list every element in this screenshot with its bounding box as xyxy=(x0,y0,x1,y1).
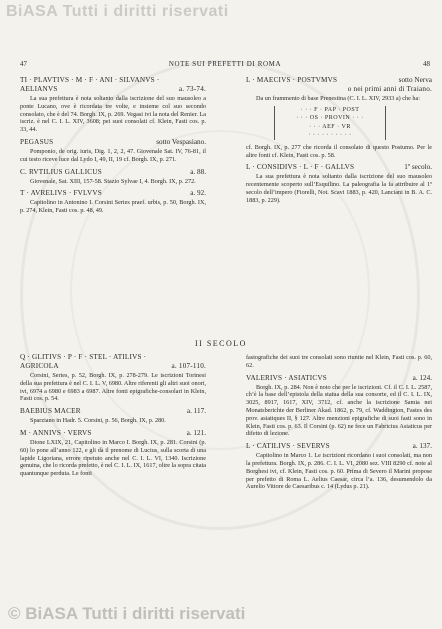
page-number-left: 47 xyxy=(20,60,27,68)
entry-name: PEGASUS xyxy=(20,137,54,146)
entry-name: L · CONSIDIVS · L · F · GALLVS xyxy=(246,163,355,172)
entry-text: La sua prefettura è nota soltanto dalla iscrizione del suo mausoleo a ponte Lucano, ove è ricordata tre volte, e insieme col suo secondo consolato, che è del 74. Borgh. IX, p. 269. Vegasi ivi la nota del Renier. La iscriz. è nel C. I. L. XIV, 3608; pei suoi consolati cf. Klein, Fasti cos. p. 33, 44. xyxy=(20,95,206,134)
entry-name: TI · PLAVTIVS · M · F · ANI · SILVANVS · xyxy=(20,76,160,84)
entry-date: a. 121. xyxy=(186,428,206,437)
entry-text: Sparziano in Hadr. 5. Corsini, p. 56, Borgh. IX, p. 280. xyxy=(30,417,166,425)
entry-rutilius xyxy=(20,168,206,186)
column-left-top xyxy=(20,76,206,219)
inscription-line: · · · F · PAP · POST xyxy=(300,106,360,113)
entry-date: sotto Vespasiano. xyxy=(156,137,206,146)
entry-considius xyxy=(246,163,432,204)
page-number-right: 48 xyxy=(423,60,430,68)
entry-text: fastografiche dei suoi tre consolati sono riunite nel Klein, Fasti cos. p. 60, 62. xyxy=(246,354,432,369)
entry-name-line2: AELIANVS xyxy=(20,85,58,93)
entry-text: Da un frammento di base Prenestina (C. I. L. XIV, 2933 a) che ha: xyxy=(256,95,420,102)
entry-date: a. 92. xyxy=(190,189,206,198)
entry-catilius xyxy=(246,442,432,491)
entry-date: a. 117. xyxy=(186,407,206,416)
entry-pegasus xyxy=(20,138,206,164)
entry-baebius xyxy=(20,407,206,425)
entry-date-sub: o nei primi anni di Traiano. xyxy=(347,85,432,93)
page-header xyxy=(20,60,430,72)
entry-text: Capitolino in Marco 1. Le iscrizioni ricordano i suoi consolati, ma non la prefettura. Borgh. IX, p. 286. C. I. L. VI, 2080 sez. VIII 8290 cf. note al Borghesi ivi, cf. Klein, Fasti cos. p. 60. Prima di Severo il Marini propose per prefetto di Roma L. Aelius Caesar, circa l’a. 136, desumendolo da Aurelio Vittore de Caesaribus c. 14 (Lydus p. 21). xyxy=(246,452,432,491)
entry-text: Borgh. IX, p. 284. Non è noto che per le iscrizioni. Cf. il C. I. L. 2587, ch’è la base dell’epistola della statua della sua consorte, ed il C. I. L. IX, 3025, 8917, 1617, XIV, 3712, cf. anche la iscrizione Samia nei Monatsberichte der Berliner Akad. 1862, p. 79, cf. Waddington, Fastes des prov. asiatiques II, § 127. Altre menzioni epigrafiche di suoi fasti sono in Klein, Fasti cos. p. 63. Il Corsini (p. 62) ne fece un Fabricius Asiaticus per difetto di lezione. xyxy=(246,383,432,438)
watermark-bottom: © BiASA Tutti i diritti riservati xyxy=(8,604,246,623)
entry-name: BAEBIUS MACER xyxy=(20,407,81,416)
running-title: NOTE SUI PREFETTI DI ROMA xyxy=(168,60,282,68)
entry-name: T · AVRELIVS · FVLVVS xyxy=(20,189,102,198)
entry-valerius xyxy=(246,374,432,439)
entry-date: a. 124. xyxy=(412,373,432,382)
watermark-top: BiASA Tutti i diritti riservati xyxy=(6,3,229,20)
entry-glitius xyxy=(20,353,206,403)
entry-name-line2: AGRICOLA xyxy=(20,362,59,370)
entry-text: Corsini, Series, p. 52, Borgh. IX, p. 278-279. Le iscrizioni Torinesi della sua prefettura è nel C. I. L. V, 6980. Altre riferenti gli altri suoi onori, ivi, 6974 a 6980 e 6983 a 6987. Altre fonti epigrafiche-consolari in Klein, Fasti cos. p. 54. xyxy=(20,372,206,403)
entry-date: a. 137. xyxy=(412,442,432,451)
entry-name: L · MAECIVS · POSTVMVS xyxy=(246,76,338,84)
inscription-line: · · · AEF · VR xyxy=(309,123,351,130)
entry-date: sotto Nerva xyxy=(398,76,432,84)
entry-aurelius xyxy=(20,189,206,215)
entry-name: Q · GLITIVS · P · F · STEL · ATILIVS · xyxy=(20,353,147,361)
entry-name: VALERIVS · ASIATICVS xyxy=(246,373,327,382)
column-right-bottom xyxy=(246,353,432,495)
inscription-line: · · · · · · · · · · xyxy=(308,132,352,139)
inscription-fragment xyxy=(274,106,386,140)
inscription-line: · · · OS · PROVIN · · · xyxy=(296,115,364,122)
section-title: II SECOLO xyxy=(195,339,247,348)
entry-date: a. 73-74. xyxy=(178,85,206,93)
column-left-bottom xyxy=(20,353,206,482)
entry-date: a. 107-110. xyxy=(171,362,206,370)
entry-plautius xyxy=(20,76,206,134)
entry-text-after: cf. Borgh. IX, p. 277 che ricorda il consolato di questo Postumo. Per le altre fonti cf. Klein, Fasti cos. p. 58. xyxy=(246,143,432,159)
entry-text: Capitolino in Antonino I. Corsini Series praef. urbis, p. 50, Borgh. IX, p. 274, Klein, Fasti cos. p. 48, 49. xyxy=(20,199,206,215)
entry-text: Giovenale, Sat. XIII, 157-58. Stazio Sylvae I, 4. Borgh. IX, p. 272. xyxy=(30,177,196,185)
column-right-top xyxy=(246,76,432,209)
entry-annius xyxy=(20,429,206,478)
entry-date: a. 88. xyxy=(190,167,206,176)
entry-name: L · CATILIVS · SEVERVS xyxy=(246,442,330,451)
entry-text: La sua prefettura è nota soltanto dalla iscrizione del suo mausoleo recentemente scoperto sull’Esquilino. La paleografia la fa attribuire al 1º secolo dell’impero (Fiorelli, Not. Scavi 1883, p. 420, Lanciani in B. A. C. 1883, p. 229). xyxy=(246,173,432,204)
entry-annius-continued xyxy=(246,354,432,370)
entry-name: M · ANNIVS · VERVS xyxy=(20,428,92,437)
entry-text: Dione LXIX, 21, Capitolino in Marco I. Borgh. IX, p. 281. Corsini (p. 60) lo pone all’anno 122, e gli dà il prenome di Lucius, sulla scorta di una lapide Ligoriana, errore ripetuto anche nel C. I. L. VI, 1340. Iscrizione genuina, che lo ricorda prefetto, è nel C. I. L. IX, 1617, oltre la sopra citata quantunque perduta. Le fonti xyxy=(20,438,206,478)
entry-maecius xyxy=(246,76,432,159)
entry-date: 1º secolo. xyxy=(404,163,432,172)
entry-name: C. RVTILIUS GALLICUS xyxy=(20,167,102,176)
entry-text: Pomponio, de orig. iuris, Dig. 1, 2, 2, 47. Giovenale Sat. IV, 76-81, il cui testo riceve luce dal Lydo I, 49, II, 19 cf. Borgh. IX, p. 271. xyxy=(20,147,206,163)
